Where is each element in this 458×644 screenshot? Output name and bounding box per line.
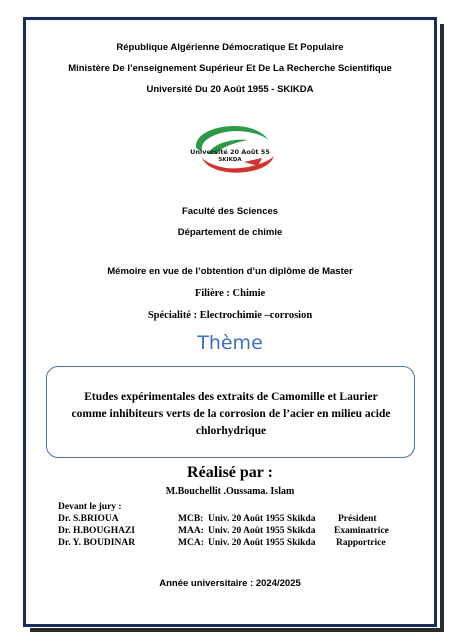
memoire-label: Mémoire en vue de l’obtention d’un diplôme de Master	[107, 266, 353, 277]
jury-name: Dr. Y. BOUDINAR	[58, 538, 136, 548]
jury-row	[0, 526, 458, 538]
theme-title: Thème	[197, 332, 263, 354]
jury-row	[0, 514, 458, 526]
jury-label: Devant le jury :	[58, 502, 122, 512]
jury-grade: MCA:	[178, 538, 204, 548]
theme-line-1: Etudes expérimentales des extraits de Camomille et Laurier	[84, 391, 378, 403]
jury-grade: MAA:	[178, 526, 204, 536]
jury-univ: Univ. 20 Août 1955 Skikda	[208, 538, 316, 548]
jury-name: Dr. H.BOUGHAZI	[58, 526, 135, 536]
theme-line-3: chlorhydrique	[195, 425, 267, 437]
jury-name: Dr. S.BRIOUA	[58, 514, 119, 524]
jury-grade: MCB:	[178, 514, 204, 524]
filiere-label: Filière : Chimie	[194, 288, 266, 299]
republic-heading: République Algérienne Démocratique Et Populaire	[116, 42, 344, 53]
jury-role: Président	[338, 514, 377, 524]
jury-row	[0, 538, 458, 550]
faculty-label: Faculté des Sciences	[181, 206, 279, 217]
page-shadow-bottom	[30, 628, 444, 632]
jury-univ: Univ. 20 Août 1955 Skikda	[208, 514, 316, 524]
university-logo	[188, 120, 280, 178]
academic-year: Année universitaire : 2024/2025	[159, 578, 301, 589]
ministry-heading: Ministère De l’enseignement Supérieur Et De La Recherche Scientifique	[68, 63, 392, 74]
theme-line-2: comme inhibiteurs verts de la corrosion de l’acier en milieu acide	[71, 408, 391, 420]
logo-text-line1: Université 20 Août 55	[190, 148, 270, 156]
jury-role: Rapportrice	[336, 538, 386, 548]
logo-text-line2: SKIKDA	[218, 157, 242, 163]
jury-univ: Univ. 20 Août 1955 Skikda	[208, 526, 316, 536]
specialite-label: Spécialité : Electrochimie –corrosion	[147, 310, 313, 321]
university-heading: Université Du 20 Août 1955 - SKIKDA	[146, 84, 314, 95]
theme-text	[56, 389, 406, 440]
realise-label: Réalisé par :	[187, 464, 273, 481]
authors-label: M.Bouchellit .Oussama. Islam	[165, 486, 295, 497]
department-label: Département de chimie	[177, 227, 283, 238]
jury-role: Examinatrice	[334, 526, 389, 536]
